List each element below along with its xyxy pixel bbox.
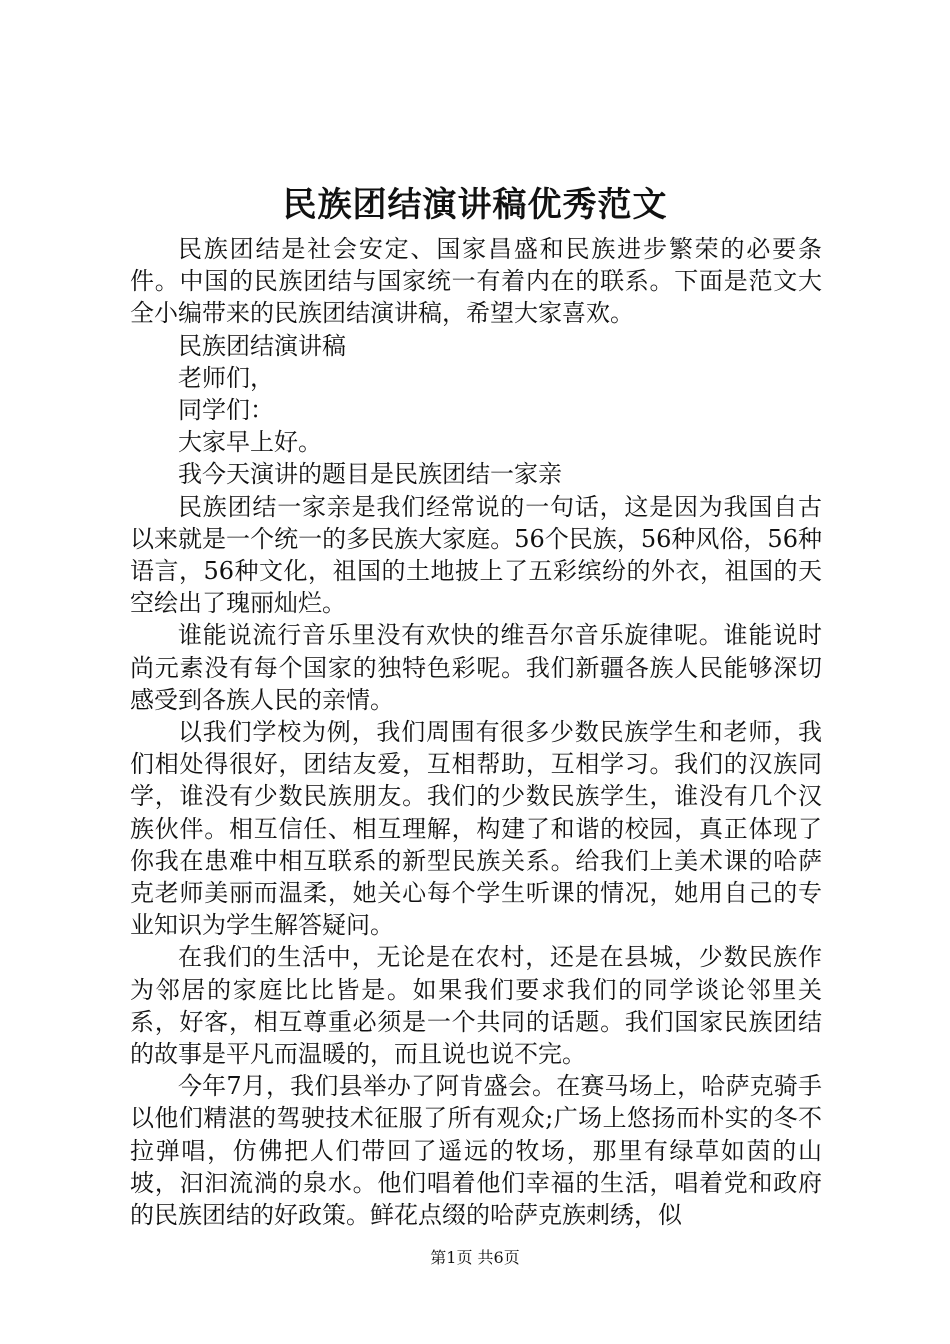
paragraph-topic: 我今天演讲的题目是民族团结一家亲 [178,460,562,489]
paragraph-body-2: 谁能说流行音乐里没有欢快的维吾尔音乐旋律呢。谁能说时尚元素没有每个国家的独特色彩呢。我们新疆各族人民能够深切感受到各族人民的亲情。 [130,621,822,714]
paragraph-intro: 民族团结是社会安定、国家昌盛和民族进步繁荣的必要条件。中国的民族团结与国家统一有着内在的联系。下面是范文大全小编带来的民族团结演讲稿，希望大家喜欢。 [130,235,822,328]
document-body [130,233,822,1231]
paragraph-salutation-teachers: 老师们， [178,363,274,392]
paragraph-body-3: 以我们学校为例，我们周围有很多少数民族学生和老师，我们相处得很好，团结友爱，互相帮助，互相学习。我们的汉族同学，谁没有少数民族朋友。我们的少数民族学生，谁没有几个汉族伙伴。相互信任、相互理解，构建了和谐的校园，真正体现了你我在患难中相互联系的新型民族关系。给我们上美术课的哈萨克老师美丽而温柔，她关心每个学生听课的情况，她用自己的专业知识为学生解答疑问。 [130,718,822,940]
paragraph-speech-title: 民族团结演讲稿 [178,331,346,360]
paragraph-body-1: 民族团结一家亲是我们经常说的一句话，这是因为我国自古以来就是一个统一的多民族大家庭。56个民族，56种风俗，56种语言，56种文化，祖国的土地披上了五彩缤纷的外衣，祖国的天空绘出了瑰丽灿烂。 [130,492,822,618]
paragraph-salutation-students: 同学们： [178,396,274,425]
document-title: 民族团结演讲稿优秀范文 [282,185,668,225]
paragraph-greeting: 大家早上好。 [178,428,322,457]
paragraph-body-5: 今年7月，我们县举办了阿肯盛会。在赛马场上，哈萨克骑手以他们精湛的驾驶技术征服了所有观众;广场上悠扬而朴实的冬不拉弹唱，仿佛把人们带回了遥远的牧场，那里有绿草如茵的山坡，汩汩流淌的泉水。他们唱着他们幸福的生活，唱着党和政府的民族团结的好政策。鲜花点缀的哈萨克族刺绣，似 [130,1072,822,1230]
paragraph-body-4: 在我们的生活中，无论是在农村，还是在县城，少数民族作为邻居的家庭比比皆是。如果我们要求我们的同学谈论邻里关系，好客，相互尊重必须是一个共同的话题。我们国家民族团结的故事是平凡而温暖的，而且说也说不完。 [130,943,822,1069]
page-footer: 第1页 共6页 [430,1248,520,1267]
